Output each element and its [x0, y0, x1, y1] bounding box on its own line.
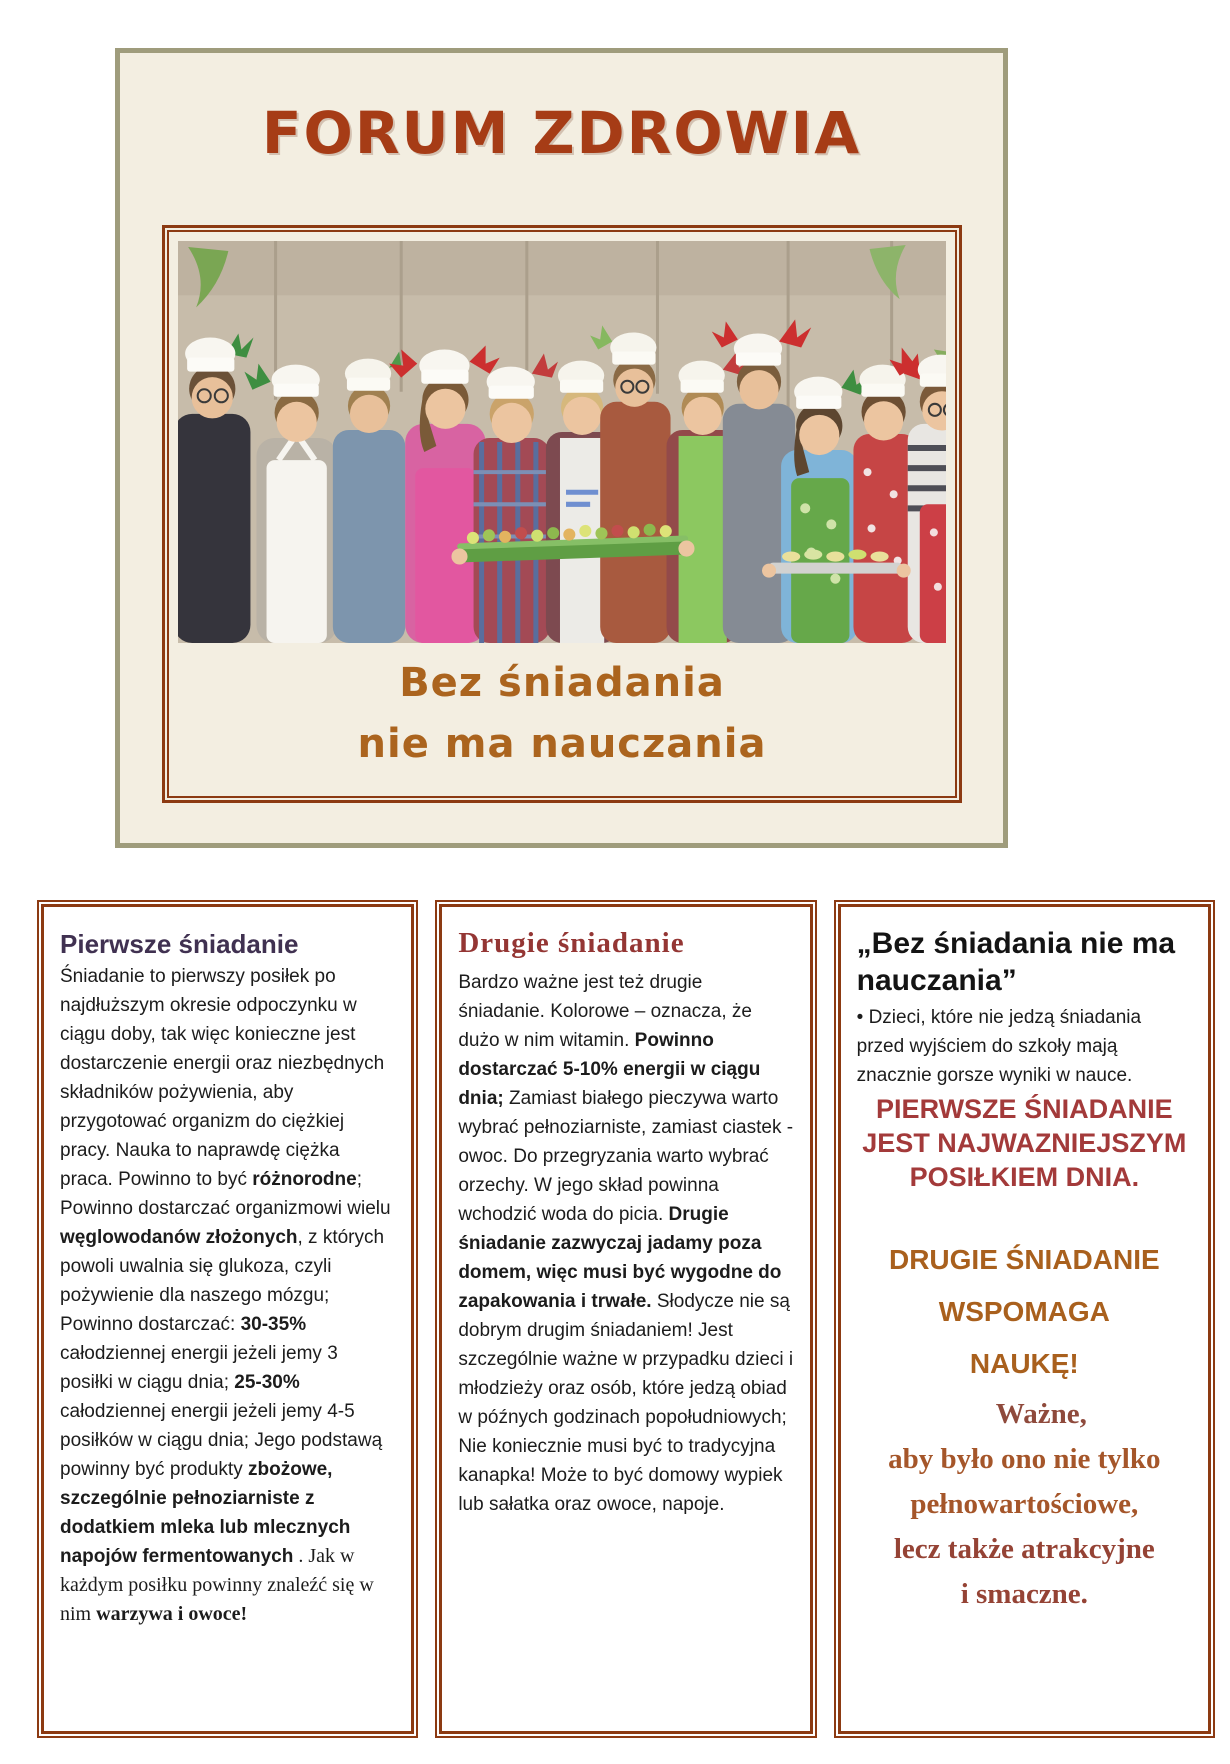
masthead-box [115, 48, 1008, 848]
column-second-breakfast [435, 900, 816, 1738]
closing-line-3: pełnowartościowe, [910, 1488, 1139, 1520]
second-breakfast-heading: Drugie śniadanie [458, 927, 685, 959]
photo-frame [162, 225, 962, 803]
columns-row [37, 900, 1215, 1738]
slogan-heading: „Bez śniadania nie ma nauczania” [856, 927, 1176, 997]
closing-line-2: aby było ono nie tylko [888, 1443, 1161, 1475]
first-breakfast-heading: Pierwsze śniadanie [60, 929, 299, 959]
first-breakfast-text: Śniadanie to pierwszy posiłek po najdłuższym okresie odpoczynku w ciągu doby, tak więc konieczne jest dostarczenie energii oraz niezbędnych składników pożywienia, aby przygotować organizm do ciężkiej pracy. Nauka to naprawdę ciężka praca. Powinno to być różnorodne; Powinno dostarczać organizmowi wielu węglowodanów złożonych, z których powoli uwalnia się glukoza, czyli pożywienie dla naszego mózgu; Powinno dostarczać: 30-35% całodziennej energii jeżeli jemy 3 posiłki w ciągu dnia; 25-30% całodziennej energii jeżeli jemy 4-5 posiłków w ciągu dnia; Jego podstawą powinny być produkty zbożowe, szczególnie pełnoziarniste z dodatkiem mleka lub mlecznych napojów fermentowanych . Jak w każdym posiłku powinny znaleźć się w nim warzywa i owoce! [60, 966, 391, 1625]
second-breakfast-slogan [857, 1234, 1192, 1390]
photo-frame-inner [167, 230, 957, 798]
slogan-bullet-text: • Dzieci, które nie jedzą śniadania przed wyjściem do szkoły mają znacznie gorsze wyniki w nauce. [856, 1007, 1142, 1086]
closing-line-5: i smaczne. [960, 1578, 1088, 1610]
class-photo-children-chef-hats [178, 241, 946, 643]
slogan-line-3: NAUKĘ! [969, 1348, 1079, 1379]
caption-line-2: nie ma nauczania [357, 721, 767, 767]
page-title: FORUM ZDROWIA [261, 99, 862, 167]
column-first-breakfast [37, 900, 418, 1738]
closing-note [857, 1392, 1192, 1617]
caption-line-1: Bez śniadania [399, 660, 725, 706]
slogan-line-2: WSPOMAGA [938, 1296, 1110, 1327]
masthead-caption [178, 653, 946, 775]
closing-line-1: Ważne, [995, 1398, 1087, 1430]
closing-line-4: lecz także atrakcyjne [893, 1533, 1155, 1565]
first-breakfast-slogan: PIERWSZE ŚNIADANIE JEST NAJWAZNIEJSZYM POSIŁKIEM DNIA. [862, 1094, 1187, 1192]
second-breakfast-text: Bardzo ważne jest też drugie śniadanie. Kolorowe – oznacza, że dużo w nim witamin. Powinno dostarczać 5-10% energii w ciągu dnia; Zamiast białego pieczywa warto wybrać pełnoziarniste, zamiast ciastek - owoc. Do przegryzania warto wybrać orzechy. W jego skład powinna wchodzić woda do picia. Drugie śniadanie zazwyczaj jadamy poza domem, więc musi być wygodne do zapakowania i trwałe. Słodycze nie są dobrym drugim śniadaniem! Jest szczególnie ważne w przypadku dzieci i młodzieży oraz osób, które jedzą obiad w późnych godzinach popołudniowych; Nie koniecznie musi być to tradycyjna kanapka! Może to być domowy wypiek lub sałatka oraz owoce, napoje. [458, 972, 794, 1515]
column-slogan [834, 900, 1215, 1738]
slogan-line-1: DRUGIE ŚNIADANIE [888, 1244, 1160, 1275]
